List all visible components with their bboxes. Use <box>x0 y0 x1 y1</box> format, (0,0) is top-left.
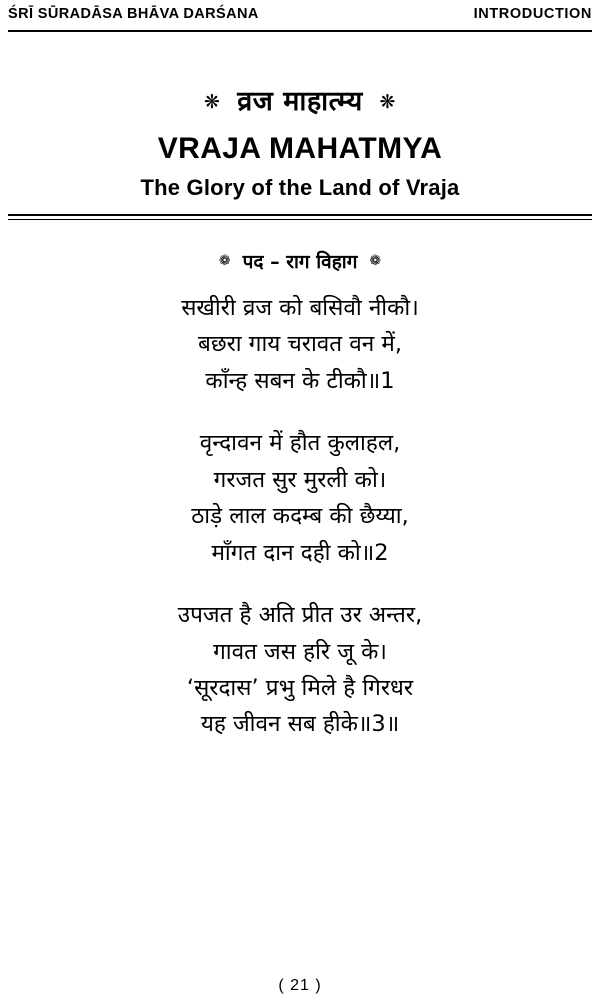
floret-ornament-left-icon: ❁ <box>218 253 231 269</box>
verse-line: काँन्ह सबन के टीकौ॥1 <box>205 367 395 394</box>
verse-line: बछरा गाय चरावत वन में, <box>197 331 403 358</box>
raga-heading-text: पद – राग विहाग <box>242 251 358 273</box>
title-divider-line-1 <box>8 214 592 216</box>
verse-line: गरजत सुर मुरली को। <box>213 466 387 493</box>
stanza <box>0 425 600 571</box>
verse-line: माँगत दान दही को॥2 <box>211 539 389 566</box>
raga-heading <box>0 248 600 274</box>
title-subtitle: The Glory of the Land of Vraja <box>140 175 460 201</box>
stanza <box>0 597 600 743</box>
flower-ornament-right-icon: ❋ <box>379 91 396 114</box>
title-block <box>0 86 600 201</box>
devanagari-title-row <box>0 86 600 118</box>
roman-title: VRAJA MAHATMYA <box>157 132 443 166</box>
verse-line: सखीरी व्रज को बसिवौ नीकौ। <box>181 295 419 321</box>
running-header <box>8 6 592 22</box>
stanza <box>0 290 600 399</box>
title-divider <box>8 214 592 220</box>
floret-ornament-right-icon: ❁ <box>369 253 382 269</box>
verse-line: यह जीवन सब हीके॥3॥ <box>200 711 400 738</box>
verse-line: गावत जस हरि जू के। <box>213 638 387 665</box>
page-number: ( 21 ) <box>278 977 322 994</box>
title-divider-line-2 <box>8 219 592 220</box>
running-header-section-title: INTRODUCTION <box>473 6 592 22</box>
verse-line: वृन्दावन में हौत कुलाहल, <box>199 430 401 457</box>
verse-body <box>0 290 600 769</box>
verse-line: ठाड़े लाल कदम्ब की छैय्या, <box>191 503 409 530</box>
verse-line: ‘सूरदास’ प्रभु मिले है गिरधर <box>186 674 414 701</box>
verse-line: उपजत है अति प्रीत उर अन्तर, <box>177 602 423 629</box>
running-header-book-title: ŚRĪ SŪRADĀSA BHĀVA DARŚANA <box>8 6 259 22</box>
devanagari-title: व्रज माहात्म्य <box>237 86 363 117</box>
header-divider <box>8 30 592 32</box>
flower-ornament-left-icon: ❋ <box>204 91 221 114</box>
